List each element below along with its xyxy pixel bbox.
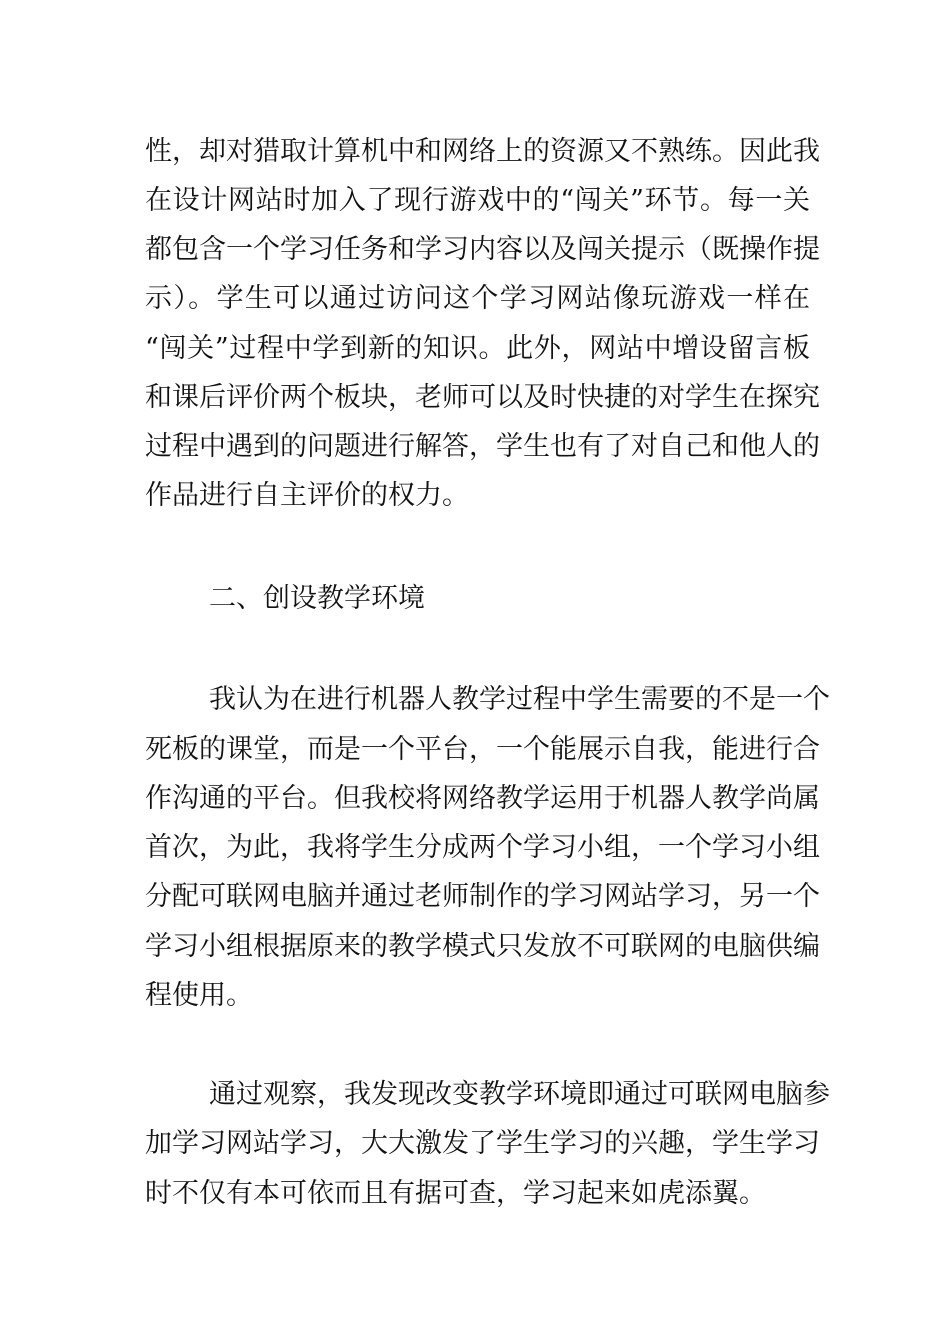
paragraph-2-line-2: 死板的课堂，而是一个平台，一个能展示自我，能进行合 <box>145 734 820 765</box>
paragraph-2-line-6: 学习小组根据原来的教学模式只发放不可联网的电脑供编 <box>145 931 820 962</box>
section-heading: 二、创设教学环境 <box>209 583 425 614</box>
paragraph-2-line-5: 分配可联网电脑并通过老师制作的学习网站学习，另一个 <box>145 881 820 912</box>
paragraph-1-line-5: “闯关”过程中学到新的知识。此外，网站中增设留言板 <box>145 333 810 364</box>
paragraph-3-line-1: 通过观察，我发现改变教学环境即通过可联网电脑参 <box>209 1079 830 1110</box>
paragraph-2-line-1: 我认为在进行机器人教学过程中学生需要的不是一个 <box>209 684 830 715</box>
paragraph-3-line-2: 加学习网站学习，大大激发了学生学习的兴趣，学生学习 <box>145 1128 820 1159</box>
paragraph-1-line-7: 过程中遇到的问题进行解答，学生也有了对自己和他人的 <box>145 431 820 462</box>
paragraph-3-line-3: 时不仅有本可依而且有据可查，学习起来如虎添翼。 <box>145 1178 766 1209</box>
paragraph-1-line-4: 示）。学生可以通过访问这个学习网站像玩游戏一样在 <box>145 283 810 314</box>
paragraph-1-line-6: 和课后评价两个板块，老师可以及时快捷的对学生在探究 <box>145 382 820 413</box>
paragraph-2-line-3: 作沟通的平台。但我校将网络教学运用于机器人教学尚属 <box>145 783 820 814</box>
paragraph-1-line-1: 性，却对猎取计算机中和网络上的资源又不熟练。因此我 <box>145 136 820 167</box>
paragraph-2-line-7: 程使用。 <box>145 980 253 1011</box>
paragraph-1-line-2: 在设计网站时加入了现行游戏中的“闯关”环节。每一关 <box>145 185 810 216</box>
paragraph-2-line-4: 首次，为此，我将学生分成两个学习小组，一个学习小组 <box>145 832 820 863</box>
paragraph-1-line-8: 作品进行自主评价的权力。 <box>145 480 469 511</box>
paragraph-1-line-3: 都包含一个学习任务和学习内容以及闯关提示（既操作提 <box>145 234 820 265</box>
